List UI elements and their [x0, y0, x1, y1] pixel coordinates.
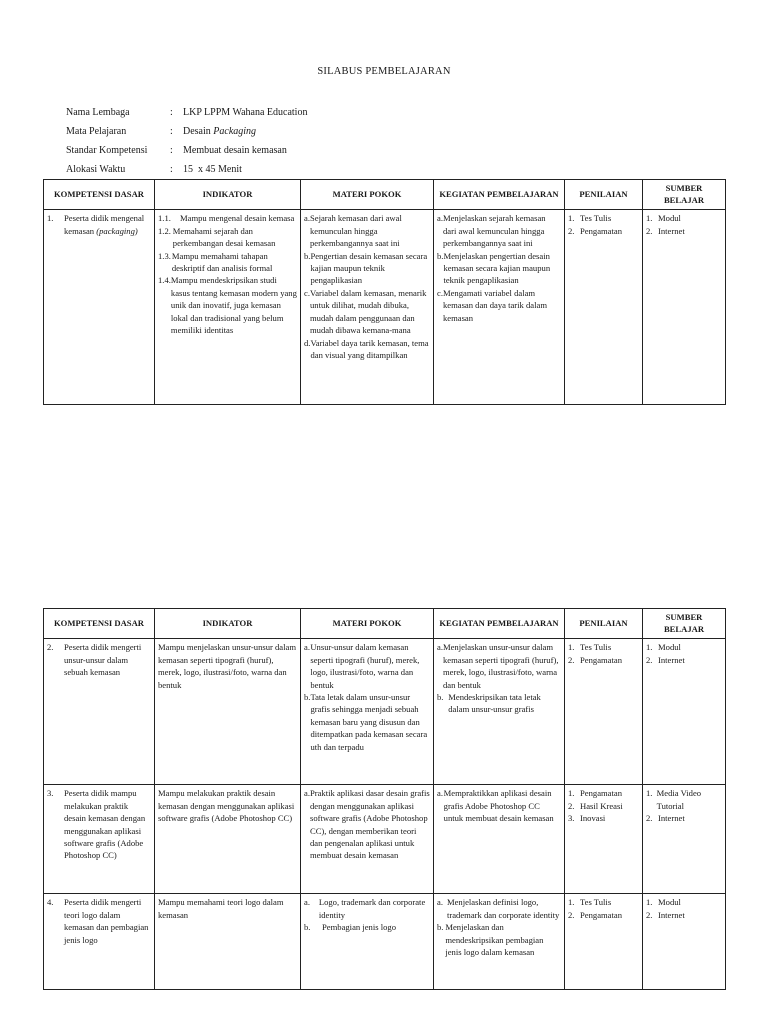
list-item — [646, 212, 722, 224]
item-marker: 1. — [646, 642, 653, 653]
syllabus-table-1 — [43, 179, 726, 405]
header-kompetensi: KOMPETENSI DASAR — [44, 609, 155, 639]
item-text: Modul — [658, 642, 681, 653]
list-item — [437, 921, 561, 958]
item-text: Menjelaskan sejarah kemasan dari awal kemunculan hingga perkembangannya saat ini — [442, 213, 546, 249]
materi-cell — [301, 894, 434, 990]
item-text: Pembagian jenis logo — [322, 922, 396, 933]
item-text: Inovasi — [580, 813, 606, 824]
item-text: Pengamatan — [580, 654, 622, 665]
item-text: Media Video Tutorial — [656, 788, 702, 811]
item-text: Memahami sejarah dan perkembangan desai kemasan — [172, 225, 276, 249]
meta-colon: : — [170, 145, 173, 156]
item-marker: b. — [304, 922, 311, 933]
item-marker: a. — [304, 897, 310, 908]
penilaian-cell — [565, 639, 643, 785]
list-item — [568, 800, 639, 812]
list-item — [158, 212, 297, 224]
item-text: Menjelaskan definisi logo, trademark dan corporate identity — [446, 897, 560, 920]
indikator-cell — [155, 210, 301, 405]
item-text: Menjelaskan dan mendeskripsikan pembagian jenis logo dalam kemasan — [445, 922, 544, 957]
list-item — [437, 250, 561, 287]
header-penilaian: PENILAIAN — [565, 609, 643, 639]
list-item — [646, 641, 722, 653]
meta-value-italic: Packaging — [213, 126, 257, 137]
item-marker: b. — [304, 250, 311, 261]
table-row — [44, 894, 726, 990]
list-item — [568, 787, 639, 799]
item-marker: 3. — [568, 813, 575, 824]
list-item — [304, 691, 430, 753]
syllabus-table-2 — [43, 608, 726, 990]
item-marker: 1. — [568, 642, 575, 653]
meta-label: Alokasi Waktu — [66, 164, 126, 175]
item-text: Variabel daya tarik kemasan, tema dan visual yang ditampilkan — [310, 337, 429, 361]
kompetensi-cell — [44, 785, 155, 894]
list-item — [304, 641, 430, 691]
item-text — [64, 212, 151, 237]
kompetensi-cell — [44, 894, 155, 990]
list-item — [568, 212, 639, 224]
meta-value: Membuat desain kemasan — [183, 145, 287, 156]
table-row — [44, 785, 726, 894]
materi-cell — [301, 639, 434, 785]
header-sumber: SUMBER BELAJAR — [643, 180, 726, 210]
list-item — [304, 896, 430, 921]
list-item — [568, 909, 639, 921]
indikator-cell: Mampu melakukan praktik desain kemasan dengan menggunakan aplikasi software grafis (Adobe Photoshop CC) — [155, 785, 301, 894]
meta-colon: : — [170, 107, 173, 118]
meta-value-prefix: Desain — [183, 126, 214, 137]
meta-colon: : — [170, 164, 173, 175]
item-text: Praktik aplikasi dasar desain grafis dengan menggunakan aplikasi software grafis (Adobe Photoshop CC), dengan memberikan teori dan pengenalan aplikasi untuk membuat desain kemasan — [309, 788, 430, 861]
item-text: Tata letak dalam unsur-unsur grafis sehingga menjadi sebuah kemasan baru yang disusun dan ditempatkan pada kemasan secara uth dan terpadu — [310, 692, 428, 752]
item-text: Pengamatan — [580, 225, 622, 236]
table-row — [44, 639, 726, 785]
item-marker: 4. — [47, 897, 54, 908]
kd-text: Peserta didik mengerti unsur-unsur dalam sebuah kemasan — [64, 642, 142, 678]
item-marker: 3. — [47, 788, 54, 799]
list-item — [437, 641, 561, 691]
item-text: Mampu memahami tahapan deskriptif dan analisis formal — [171, 250, 273, 273]
item-marker: 1.3. — [158, 250, 171, 261]
item-marker: a. — [304, 213, 310, 224]
item-text: Modul — [658, 213, 681, 224]
table-header-row — [44, 609, 726, 639]
list-item — [646, 812, 722, 824]
item-marker: 1.1. — [158, 213, 171, 224]
item-text: Modul — [658, 897, 681, 908]
list-item — [568, 896, 639, 908]
sumber-cell — [643, 894, 726, 990]
header-materi: MATERI POKOK — [301, 609, 434, 639]
list-item — [568, 641, 639, 653]
header-penilaian: PENILAIAN — [565, 180, 643, 210]
kompetensi-cell — [44, 210, 155, 405]
item-text: Pengamatan — [580, 788, 622, 799]
item-text: Hasil Kreasi — [580, 800, 623, 811]
header-indikator: INDIKATOR — [155, 609, 301, 639]
list-item — [437, 787, 561, 824]
penilaian-cell — [565, 785, 643, 894]
header-indikator: INDIKATOR — [155, 180, 301, 210]
kd-text: Peserta didik mengenal kemasan — [64, 213, 145, 236]
item-text: Menjelaskan pengertian desain kemasan secara kajian maupun teknik pengaplikasian — [443, 250, 551, 286]
list-item — [158, 274, 297, 336]
sumber-cell — [643, 210, 726, 405]
meta-row-subject — [66, 122, 307, 141]
list-item — [437, 212, 561, 249]
item-text: Tes Tulis — [580, 897, 612, 908]
penilaian-cell — [565, 894, 643, 990]
item-text: Internet — [658, 654, 685, 665]
item-marker: a. — [437, 642, 443, 653]
list-item — [304, 337, 430, 362]
item-marker: a. — [437, 897, 443, 908]
syllabus-meta — [66, 103, 307, 179]
materi-cell — [301, 210, 434, 405]
item-marker: 2. — [646, 813, 653, 824]
item-marker: c. — [437, 287, 443, 298]
kegiatan-cell — [434, 785, 565, 894]
kd-italic: (packaging) — [96, 225, 138, 236]
kegiatan-cell — [434, 894, 565, 990]
item-text: Internet — [658, 225, 685, 236]
item-marker: a. — [304, 642, 310, 653]
item-text: Pengertian desain kemasan secara kajian maupun teknik pengaplikasian — [310, 250, 428, 286]
item-text: Logo, trademark dan corporate identity — [318, 897, 426, 920]
list-item — [437, 287, 561, 324]
item-marker: 2. — [646, 225, 653, 236]
item-marker: c. — [304, 287, 310, 298]
item-text: Variabel dalam kemasan, menarik untuk dilihat, mudah dibuka, mudah dalam penggunaan dan mudah dibawa kemana-mana — [309, 287, 427, 336]
list-item — [158, 225, 297, 250]
list-item — [304, 250, 430, 287]
sumber-cell — [643, 639, 726, 785]
item-marker: a. — [437, 213, 443, 224]
item-marker: 1. — [568, 897, 575, 908]
page-title: SILABUS PEMBELAJARAN — [317, 66, 451, 77]
header-sumber: SUMBER BELAJAR — [643, 609, 726, 639]
item-marker: b. — [304, 692, 311, 702]
meta-value — [183, 126, 256, 137]
list-item — [304, 287, 430, 337]
item-marker: 2. — [646, 654, 653, 665]
item-text: Pengamatan — [580, 909, 622, 920]
item-text: Tes Tulis — [580, 213, 612, 224]
item-text: Mendeskripsikan tata letak dalam unsur-unsur grafis — [448, 692, 541, 715]
item-text: Mampu mengenal desain kemasa — [180, 213, 295, 224]
item-text: Internet — [658, 909, 685, 920]
list-item — [646, 909, 722, 921]
item-marker: b. — [437, 250, 444, 261]
meta-label: Mata Pelajaran — [66, 126, 127, 137]
item-marker: 2. — [568, 225, 575, 236]
item-text: Mengamati variabel dalam kemasan dan daya tarik dalam kemasan — [442, 287, 548, 323]
header-kegiatan: KEGIATAN PEMBELAJARAN — [434, 609, 565, 639]
item-marker: 1. — [646, 213, 653, 224]
list-item — [568, 812, 639, 824]
meta-label: Standar Kompetensi — [66, 145, 148, 156]
penilaian-cell — [565, 210, 643, 405]
list-item — [568, 654, 639, 666]
header-materi: MATERI POKOK — [301, 180, 434, 210]
list-item — [646, 787, 722, 812]
header-kompetensi: KOMPETENSI DASAR — [44, 180, 155, 210]
list-item — [158, 250, 297, 275]
meta-value: LKP LPPM Wahana Education — [183, 107, 308, 118]
table-header-row — [44, 180, 726, 210]
list-item — [437, 896, 561, 921]
list-item — [304, 212, 430, 249]
item-marker: 1.2. — [158, 225, 171, 236]
meta-label: Nama Lembaga — [66, 107, 130, 118]
indikator-cell: Mampu memahami teori logo dalam kemasan — [155, 894, 301, 990]
list-item — [304, 921, 430, 933]
list-item — [437, 691, 561, 716]
list-item — [646, 654, 722, 666]
kd-text: Peserta didik mampu melakukan praktik desain kemasan dengan menggunakan aplikasi software grafis (Adobe Photoshop CC) — [64, 788, 146, 861]
list-item — [568, 225, 639, 237]
kegiatan-cell — [434, 639, 565, 785]
item-marker: 2. — [568, 800, 575, 811]
list-item — [304, 787, 430, 862]
item-text: Internet — [658, 813, 685, 824]
meta-row-time — [66, 160, 307, 179]
meta-colon: : — [170, 126, 173, 137]
item-marker: 1. — [646, 788, 653, 799]
item-marker: d. — [304, 337, 311, 348]
item-marker: 2. — [568, 654, 575, 665]
item-text: Unsur-unsur dalam kemasan seperti tipografi (huruf), merek, logo, ilustrasi/foto, warna dan bentuk — [310, 642, 420, 690]
table-row — [44, 210, 726, 405]
sumber-cell — [643, 785, 726, 894]
item-marker: 1. — [568, 788, 575, 799]
header-kegiatan: KEGIATAN PEMBELAJARAN — [434, 180, 565, 210]
item-marker: 2. — [568, 909, 575, 920]
kegiatan-cell — [434, 210, 565, 405]
item-text: Menjelaskan unsur-unsur dalam kemasan seperti tipografi (huruf), merek, logo, ilustrasi/foto, warna dan bentuk — [442, 642, 559, 690]
materi-cell — [301, 785, 434, 894]
item-marker: 2. — [646, 909, 653, 920]
meta-value: 15 x 45 Menit — [183, 164, 242, 175]
item-text: Mampu mendeskripsikan studi kasus tentang kemasan modern yang unik dan inovatif, juga kemasan lokal dan tradisional yang belum memiliki identitas — [170, 275, 297, 336]
item-text: Sejarah kemasan dari awal kemunculan hingga perkembangannya saat ini — [309, 213, 402, 249]
list-item — [646, 225, 722, 237]
item-marker: 1.4. — [158, 275, 171, 286]
kd-text: Peserta didik mengerti teori logo dalam kemasan dan pembagian jenis logo — [64, 897, 149, 945]
item-text: Tes Tulis — [580, 642, 612, 653]
meta-row-competency — [66, 141, 307, 160]
item-marker: a. — [304, 788, 310, 799]
indikator-cell: Mampu menjelaskan unsur-unsur dalam kemasan seperti tipografi (huruf), merek, logo, ilustrasi/foto, warna dan bentuk — [155, 639, 301, 785]
item-marker: 1. — [568, 213, 575, 224]
item-text: Mempraktikkan aplikasi desain grafis Adobe Photoshop CC untuk membuat desain kemasan — [443, 788, 554, 824]
item-marker: b. — [437, 922, 444, 933]
item-marker: b. — [437, 692, 444, 702]
item-marker: 2. — [47, 642, 54, 653]
item-marker: 1. — [646, 897, 653, 908]
kd-number: 1. — [47, 213, 54, 224]
item-marker: a. — [437, 788, 443, 799]
kompetensi-cell — [44, 639, 155, 785]
meta-row-institution — [66, 103, 307, 122]
list-item — [646, 896, 722, 908]
